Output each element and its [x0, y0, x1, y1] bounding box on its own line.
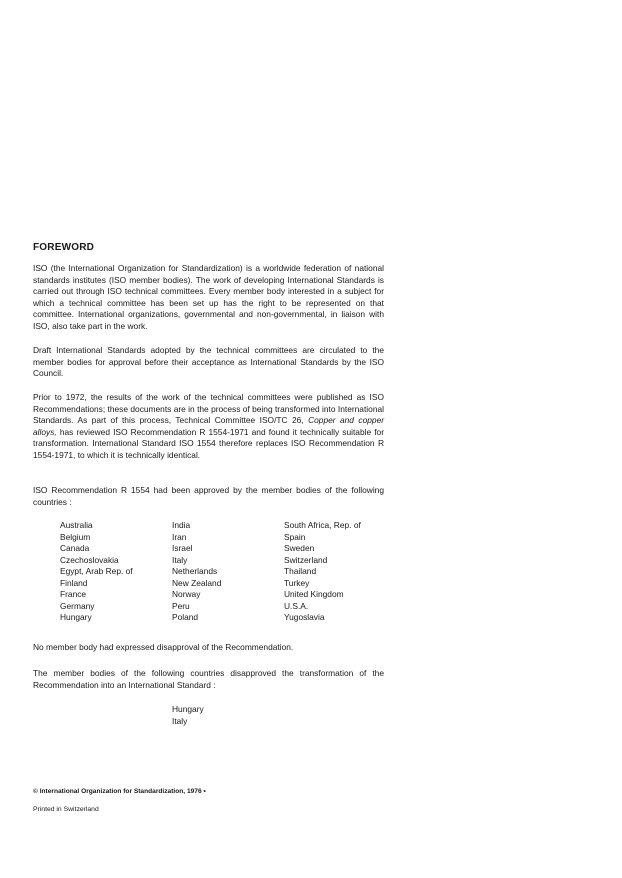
country-item: Switzerland	[284, 554, 328, 565]
paragraph-prior-1972-part-b: has reviewed ISO Recommendation R 1554-1971 and found it technically suitable for transformation. International Standard ISO 1554 therefore replaces ISO Recommendation R 1554-1971, to which it is technically identical.	[33, 426, 384, 460]
paragraph-approval-intro: ISO Recommendation R 1554 had been approved by the member bodies of the following countries :	[33, 485, 384, 507]
country-item: Finland	[60, 577, 88, 588]
country-item: Canada	[60, 543, 90, 553]
country-item: Sweden	[284, 543, 315, 553]
country-item: South Africa, Rep. of	[284, 520, 361, 530]
country-item: Hungary	[172, 704, 204, 714]
country-item: United Kingdom	[284, 589, 344, 599]
country-item: Egypt, Arab Rep. of	[60, 566, 133, 576]
paragraph-draft-standards: Draft International Standards adopted by the technical committees are circulated to the member bodies for approval before their acceptance as International Standards by the ISO Council.	[33, 345, 384, 378]
country-item: Israel	[172, 543, 193, 553]
country-item: Belgium	[60, 531, 91, 542]
printed-location: Printed in Switzerland	[33, 806, 99, 813]
country-item: Norway	[172, 589, 201, 599]
approving-countries-list	[60, 520, 390, 624]
countries-column-2	[172, 520, 284, 624]
paragraph-disapproval-intro: The member bodies of the following countries disapproved the transformation of the Recommendation into an International Standard :	[33, 668, 384, 690]
committee-title-italic: Copper and copper alloys,	[33, 415, 385, 437]
country-item: Peru	[172, 600, 190, 611]
country-item: Thailand	[284, 566, 317, 576]
country-item: Poland	[172, 612, 199, 622]
paragraph-prior-1972-part-a: Prior to 1972, the results of the work of the technical committees were published as ISO Recommendations; these documents are in the process of being transformed into International Standards. As part of this process, Technical Committee ISO/TC 26,	[33, 392, 384, 425]
country-item: Yugoslavia	[284, 612, 325, 622]
country-item: New Zealand	[172, 577, 222, 588]
country-item: Iran	[172, 531, 187, 542]
country-item: U.S.A.	[284, 600, 309, 611]
paragraph-iso-intro: ISO (the International Organization for Standardization) is a worldwide federation of national standards institutes (ISO member bodies). The work of developing International Standards is carried out through ISO technical committees. Every member body interested in a subject for which a technical committee has been set up has the right to be represented on that committee. International organizations, governmental and non-governmental, in liaison with ISO, also take part in the work.	[33, 263, 384, 331]
country-item: Turkey	[284, 577, 310, 588]
country-item: Italy	[172, 554, 188, 565]
countries-column-3	[284, 520, 390, 624]
foreword-heading: FOREWORD	[33, 242, 95, 253]
disapproving-countries-list	[172, 704, 204, 727]
paragraph-prior-1972	[33, 392, 384, 461]
country-item: Australia	[60, 520, 93, 530]
country-item: Netherlands	[172, 566, 218, 576]
country-item: India	[172, 520, 191, 530]
countries-column-1	[60, 520, 172, 624]
country-item: Spain	[284, 531, 306, 542]
country-item: Italy	[172, 715, 188, 726]
country-item: France	[60, 589, 87, 599]
copyright-notice: © International Organization for Standardization, 1976 •	[33, 788, 206, 795]
country-item: Germany	[60, 600, 95, 611]
paragraph-no-disapproval: No member body had expressed disapproval of the Recommendation.	[33, 642, 294, 652]
country-item: Hungary	[60, 612, 92, 622]
country-item: Czechoslovakia	[60, 554, 119, 565]
